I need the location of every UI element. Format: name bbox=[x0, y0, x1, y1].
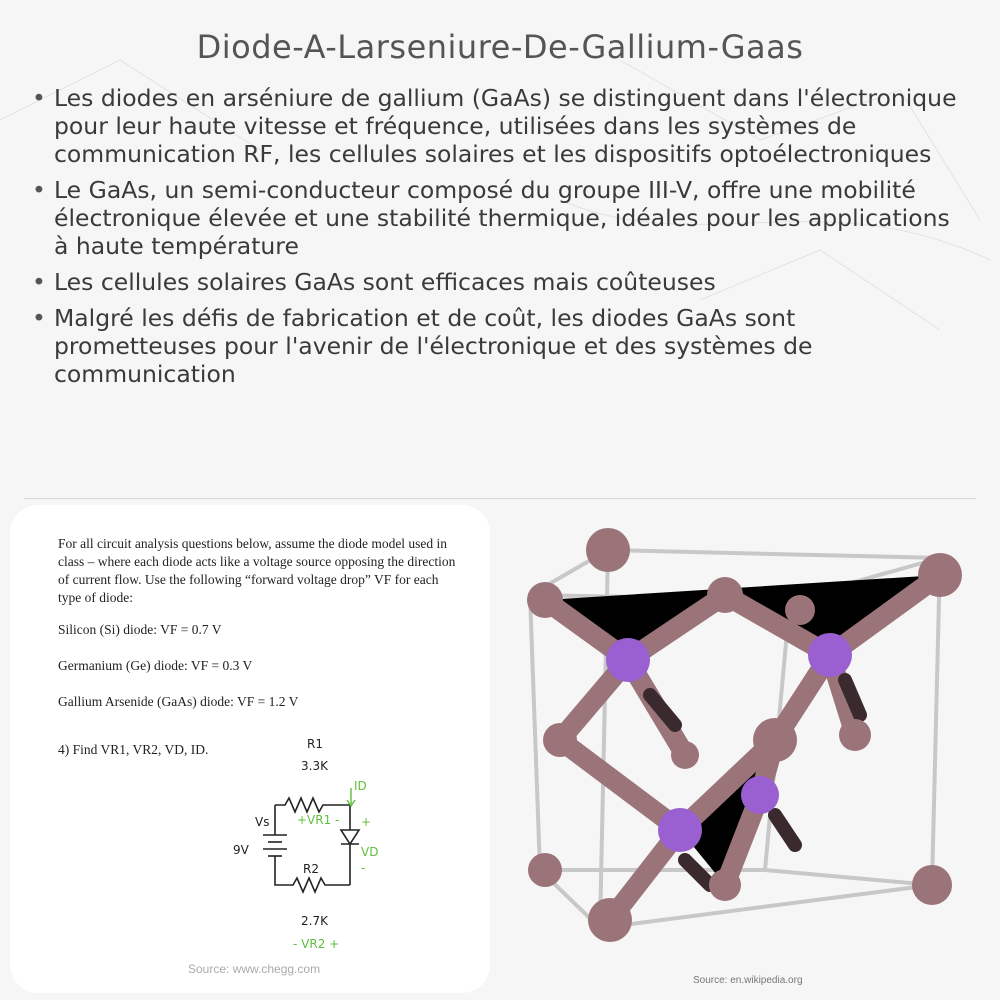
diode-spec-si: Silicon (Si) diode: VF = 0.7 V bbox=[58, 622, 222, 637]
bullet-item: • Les diodes en arséniure de gallium (GaAs) se distinguent dans l'électronique pour leur haute vitesse et fréquence, utilisées dans les systèmes de communication RF, les cellules solaires et les dispositifs optoélectroniques bbox=[32, 84, 957, 168]
circuit-diagram bbox=[215, 720, 379, 960]
r2-label: R2 bbox=[303, 862, 319, 876]
bullet-item: • Le GaAs, un semi-conducteur composé du groupe III-V, offre une mobilité électronique élevée et une stabilité thermique, idéales pour les applications à haute température bbox=[32, 176, 950, 260]
r1-value: 3.3K bbox=[301, 759, 328, 773]
diode-spec-ge: Germanium (Ge) diode: VF = 0.3 V bbox=[58, 658, 253, 673]
r1-label: R1 bbox=[307, 737, 323, 751]
bullet-text: Malgré les défis de fabrication et de coût, les diodes GaAs sont prometteuses pour l'avenir de l'électronique et des systèmes de communication bbox=[54, 304, 813, 388]
vd-label: VD bbox=[361, 845, 379, 859]
bullet-item: • Les cellules solaires GaAs sont efficaces mais coûteuses bbox=[32, 268, 716, 296]
bullet-text: Les cellules solaires GaAs sont efficaces mais coûteuses bbox=[54, 268, 716, 296]
problem-intro: For all circuit analysis questions below, assume the diode model used in class – where each diode acts like a voltage source opposing the direction of current flow. Use the following “forward voltage drop” VF for each type of diode: bbox=[58, 536, 456, 605]
gaas-crystal-structure-image bbox=[500, 510, 1000, 980]
vr2-label: - VR2 + bbox=[293, 937, 340, 951]
r2-value: 2.7K bbox=[301, 914, 328, 928]
bullet-text: Les diodes en arséniure de gallium (GaAs) se distinguent dans l'électronique pour leur haute vitesse et fréquence, utilisées dans les systèmes de communication RF, les cellules solaires et les dispositifs optoélectroniques bbox=[54, 84, 957, 168]
bullet-item: • Malgré les défis de fabrication et de coût, les diodes GaAs sont prometteuses pour l'avenir de l'électronique et des systèmes de communication bbox=[32, 304, 813, 388]
diode-spec-gaas: Gallium Arsenide (GaAs) diode: VF = 1.2 V bbox=[58, 694, 299, 709]
circuit-problem-image bbox=[10, 505, 490, 993]
section-divider bbox=[24, 498, 976, 499]
question-text: 4) Find VR1, VR2, VD, ID. bbox=[58, 742, 209, 757]
vs-label: Vs bbox=[255, 815, 270, 829]
bullet-list bbox=[30, 84, 960, 396]
vd-plus: + bbox=[361, 815, 372, 829]
vr1-label: +VR1 - bbox=[297, 813, 340, 827]
id-label: ID bbox=[354, 779, 367, 793]
bullet-text: Le GaAs, un semi-conducteur composé du groupe III-V, offre une mobilité électronique élevée et une stabilité thermique, idéales pour les applications à haute température bbox=[54, 176, 950, 260]
source-caption-right: Source: en.wikipedia.org bbox=[693, 975, 803, 986]
vs-value: 9V bbox=[233, 843, 249, 857]
vd-minus: - bbox=[361, 861, 366, 875]
source-caption-left: Source: www.chegg.com bbox=[188, 962, 321, 976]
page-title: Diode-A-Larseniure-De-Gallium-Gaas bbox=[196, 28, 804, 66]
